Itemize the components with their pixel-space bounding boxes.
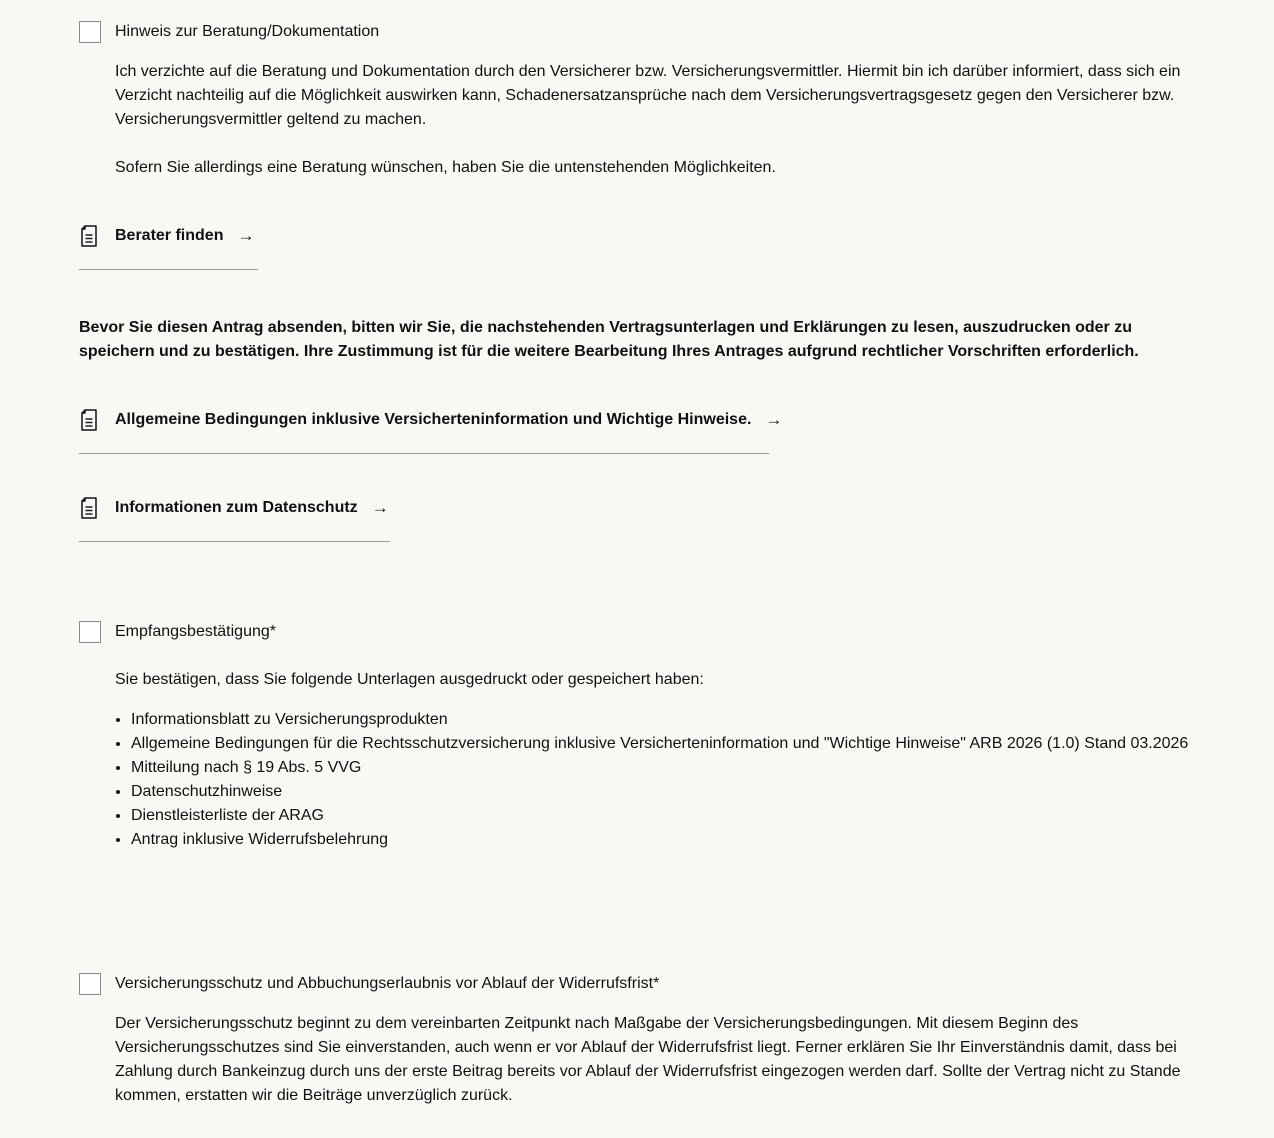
document-icon <box>79 224 101 248</box>
list-item: • Mitteilung nach § 19 Abs. 5 VVG <box>131 756 1196 780</box>
receipt-checkbox-label[interactable]: Empfangsbestätigung* <box>115 623 276 640</box>
advice-options-text: Sofern Sie allerdings eine Beratung wünschen, haben Sie die untenstehenden Möglichkeiten. <box>115 159 776 176</box>
arrow-right-icon: → <box>765 410 783 429</box>
list-item: • Informationsblatt zu Versicherungsprodukten <box>131 708 1196 732</box>
document-icon <box>79 496 101 520</box>
find-advisor-label: Berater finden <box>115 227 224 244</box>
receipt-checkbox[interactable] <box>79 621 101 643</box>
receipt-intro-text: Sie bestätigen, dass Sie folgende Unterlagen ausgedruckt oder gespeichert haben: <box>115 671 704 688</box>
coverage-checkbox[interactable] <box>79 973 101 995</box>
advice-checkbox-label[interactable]: Hinweis zur Beratung/Dokumentation <box>115 23 380 40</box>
privacy-info-label: Informationen zum Datenschutz <box>115 499 358 516</box>
list-item: • Datenschutzhinweise <box>131 780 1196 804</box>
divider <box>79 541 390 542</box>
arrow-right-icon: → <box>371 498 389 517</box>
divider <box>79 269 258 270</box>
advice-waiver-text: Ich verzichte auf die Beratung und Dokumentation durch den Versicherer bzw. Versicherungsvermittler. Hiermit bin ich darüber informiert, dass sich ein Verzicht nachteilig auf die Möglichkeit auswirken kann, Schadenersatzansprüche nach dem Versicherungsvertragsgesetz gegen den Versicherer bzw. Versicherungsvermittler geltend zu machen. <box>115 63 1181 128</box>
documents-intro-text: Bevor Sie diesen Antrag absenden, bitten wir Sie, die nachstehenden Vertragsunterlagen und Erklärungen zu lesen, auszudrucken oder zu speichern und zu bestätigen. Ihre Zustimmung ist für die weitere Bearbeitung Ihres Antrages aufgrund rechtlicher Vorschriften erforderlich. <box>79 319 1139 360</box>
coverage-checkbox-label[interactable]: Versicherungsschutz und Abbuchungserlaubnis vor Ablauf der Widerrufsfrist* <box>115 975 660 992</box>
terms-conditions-link[interactable] <box>79 408 782 432</box>
list-item: • Antrag inklusive Widerrufsbelehrung <box>131 828 1196 852</box>
document-list <box>115 708 1196 852</box>
divider <box>79 453 769 454</box>
terms-conditions-label: Allgemeine Bedingungen inklusive Versicherteninformation und Wichtige Hinweise. <box>115 411 752 428</box>
advice-checkbox[interactable] <box>79 21 101 43</box>
document-icon <box>79 408 101 432</box>
arrow-right-icon: → <box>237 226 255 245</box>
privacy-info-link[interactable] <box>79 496 389 520</box>
list-item: • Dienstleisterliste der ARAG <box>131 804 1196 828</box>
find-advisor-link[interactable] <box>79 224 254 248</box>
list-item: • Allgemeine Bedingungen für die Rechtsschutzversicherung inklusive Versicherteninformation und "Wichtige Hinweise" ARB 2026 (1.0) Stand 03.2026 <box>131 732 1196 756</box>
coverage-text: Der Versicherungsschutz beginnt zu dem vereinbarten Zeitpunkt nach Maßgabe der Versicherungsbedingungen. Mit diesem Beginn des Versicherungsschutzes sind Sie einverstanden, auch wenn er vor Ablauf der Widerrufsfrist liegt. Ferner erklären Sie Ihr Einverständnis damit, dass bei Zahlung durch Bankeinzug durch uns der erste Beitrag bereits vor Ablauf der Widerrufsfrist eingezogen werden darf. Sollte der Vertrag nicht zu Stande kommen, erstatten wir die Beiträge unverzüglich zurück. <box>115 1015 1181 1104</box>
